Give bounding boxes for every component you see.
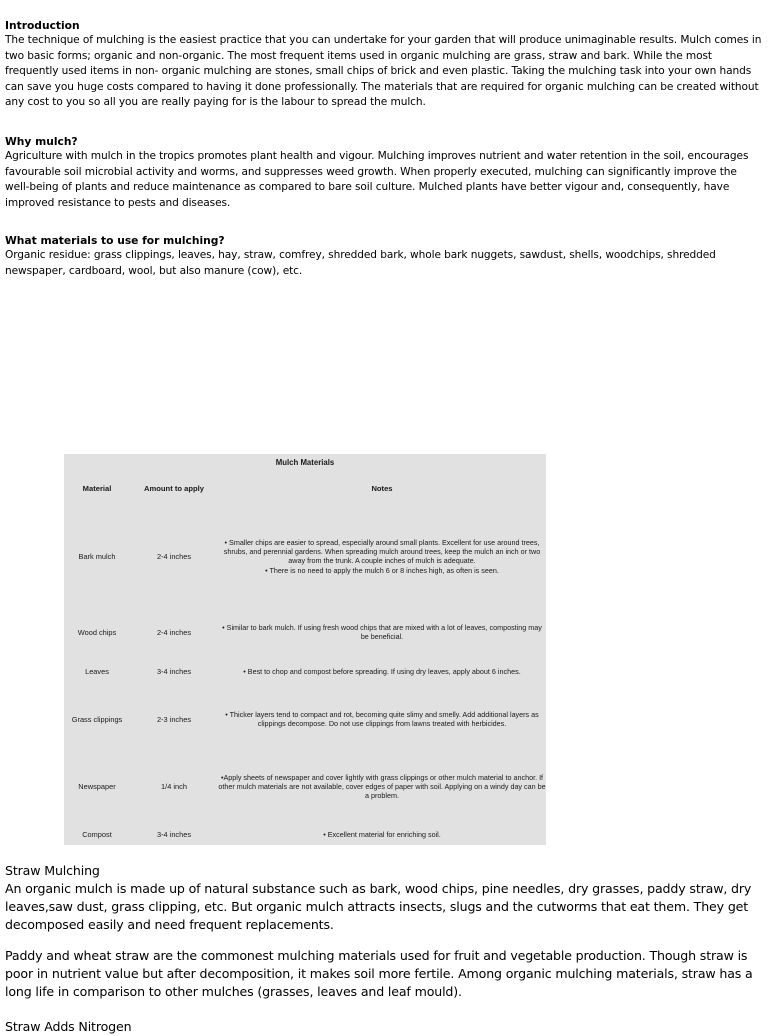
cell-material: Grass clippings (71, 715, 123, 724)
straw-mulching-section (5, 862, 755, 934)
header-notes: Notes (371, 484, 393, 493)
cell-amount: 1/4 inch (161, 782, 187, 791)
mulch-materials-table (64, 454, 546, 845)
paddy-straw-paragraph: Paddy and wheat straw are the commonest mulching materials used for fruit and vegetable production. Though straw is poor in nutrient value but after decomposition, it makes soil more fertile. Among organic mulching materials, straw has a long life in comparison to other mulches (grasses, leaves and leaf mould). (5, 948, 753, 999)
cell-material: Compost (82, 830, 112, 839)
cell-material: Newspaper (78, 782, 116, 791)
cell-amount: 2-4 inches (156, 628, 192, 637)
straw-nitrogen-heading: Straw Adds Nitrogen (5, 1019, 132, 1034)
table-title: Mulch Materials (275, 458, 335, 467)
header-amount: Amount to apply (144, 484, 204, 493)
cell-notes: • Thicker layers tend to compact and rot, becoming quite slimy and smelly. Add additional layers as clippings decompose. Do not use clippings from lawns treated with herbicides. (225, 710, 539, 729)
intro-section (5, 18, 763, 111)
straw-mulching-paragraph: An organic mulch is made up of natural substance such as bark, wood chips, pine needles, dry grasses, paddy straw, dry leaves,saw dust, grass clipping, etc. But organic mulch attracts insects, slugs and the cutworms that eat them. They get decomposed easily and need frequent replacements. (5, 881, 752, 932)
cell-amount: 2-4 inches (156, 552, 192, 561)
cell-notes: • Similar to bark mulch. If using fresh wood chips that are mixed with a lot of leaves, composting may be beneficial. (222, 623, 542, 642)
materials-heading: What materials to use for mulching? (5, 234, 225, 247)
why-mulch-section (5, 134, 763, 211)
cell-amount: 3-4 inches (156, 830, 192, 839)
cell-notes: • Smaller chips are easier to spread, especially around small plants. Excellent for use around trees, shrubs, and perennial gardens. When spreading mulch around trees, keep the mulch an inch or two away from the trunk. A couple inches of mulch is adequate. • There is no need to apply the mulch 6 or 8 inches high, as often is seen. (223, 538, 541, 575)
straw-mulching-heading: Straw Mulching (5, 863, 100, 878)
cell-amount: 3-4 inches (156, 667, 192, 676)
why-mulch-paragraph: Agriculture with mulch in the tropics promotes plant health and vigour. Mulching improves nutrient and water retention in the soil, encourages favourable soil microbial activity and worms, and suppresses weed growth. When properly executed, mulching can significantly improve the well-being of plants and reduce maintenance as compared to bare soil culture. Mulched plants have better vigour and, consequently, have improved resistance to pests and diseases. (5, 150, 749, 209)
cell-material: Wood chips (77, 628, 117, 637)
intro-paragraph: The technique of mulching is the easiest practice that you can undertake for your garden that will produce unimaginable results. Mulch comes in two basic forms; organic and non-organic. The most frequent items used in organic mulching are grass, straw and bark. While the most frequently used items in non- organic mulching are stones, small chips of brick and even plastic. Taking the mulching task into your own hands can save you huge costs compared to having it done professionally. The materials that are required for organic mulching can be created without any cost to you so all you are really paying for is the labour to spread the mulch. (5, 34, 762, 109)
cell-notes: • Best to chop and compost before spreading. If using dry leaves, apply about 6 inches. (243, 667, 521, 676)
intro-heading: Introduction (5, 19, 80, 32)
cell-notes: •Apply sheets of newspaper and cover lightly with grass clippings or other mulch material to anchor. If other mulch materials are not available, cover edges of paper with soil. Applying on a windy day can be a problem. (218, 773, 546, 801)
header-material: Material (82, 484, 112, 493)
materials-paragraph: Organic residue: grass clippings, leaves, hay, straw, comfrey, shredded bark, whole bark nuggets, sawdust, shells, woodchips, shredded newspaper, cardboard, wool, but also manure (cow), etc. (5, 249, 716, 277)
why-mulch-heading: Why mulch? (5, 135, 78, 148)
cell-notes: • Excellent material for enriching soil. (323, 830, 441, 839)
cell-material: Leaves (85, 667, 109, 676)
materials-section (5, 233, 763, 279)
cell-amount: 2-3 inches (156, 715, 192, 724)
cell-material: Bark mulch (78, 552, 116, 561)
